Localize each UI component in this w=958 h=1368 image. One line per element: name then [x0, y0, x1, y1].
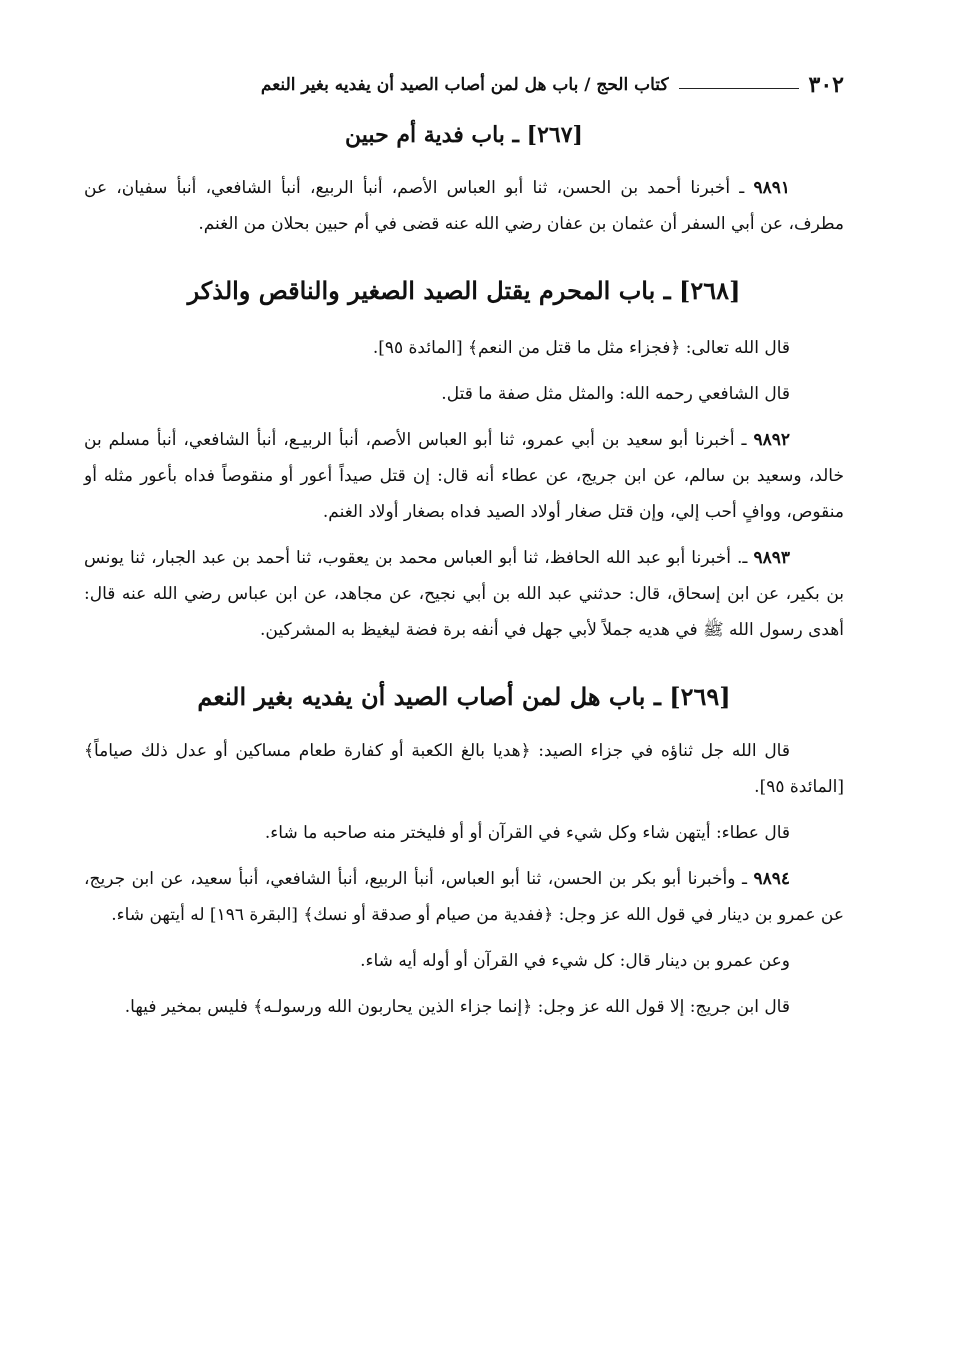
ata-statement: قال عطاء: أيتهن شاء وكل شيء في القرآن أو أو فليختر منه صاحبه ما شاء.: [264, 823, 790, 843]
hadith-9891: [84, 170, 844, 242]
hadith-text: ـ وأخبرنا أبو بكر بن الحسن، ثنا أبو العباس، أنبأ الربيع، أنبأ الشافعي، أنبأ سعيد، عن ابن جريج، عن عمرو بن دينار في قول الله عز وجل: ﴿ففدية من صيام أو صدقة أو نسك﴾ [البقرة ١٩٦] له أيتهن شاء.: [84, 869, 844, 925]
chapter-heading-269: [٢٦٩] ـ باب هل لمن أصاب الصيد أن يفديه بغير النعم: [197, 682, 731, 711]
hadith-text: ـ. أخبرنا أبو عبد الله الحافظ، ثنا أبو العباس محمد بن يعقوب، ثنا أحمد بن عبد الجبار، ثنا يونس بن بكير، عن ابن إسحاق، قال: حدثني عبد الله بن أبي نجيح، عن مجاهد، عن ابن عباس رضي الله عنه قال: أهدى رسول الله ﷺ في هديه جملاً لأبي جهل في أنفه برة فضة ليغيظ به المشركين.: [84, 548, 844, 640]
running-head: [84, 58, 844, 96]
hadith-number: ٩٨٩٣: [753, 548, 790, 568]
hadith-9893: [84, 540, 844, 648]
amr-statement: وعن عمرو بن دينار قال: كل شيء في القرآن أو أوله أيه شاء.: [360, 951, 790, 971]
running-title: كتاب الحج / باب هل لمن أصاب الصيد أن يفديه بغير النعم: [260, 75, 669, 95]
hadith-number: ٩٨٩١: [753, 178, 790, 198]
chapter-heading-267: [٢٦٧] ـ باب فدية أم حبين: [345, 122, 583, 148]
page-number: ٣٠٢: [808, 72, 844, 98]
quran-quote: قال الله جل ثناؤه في جزاء الصيد: ﴿هديا بالغ الكعبة أو كفارة طعام مساكين أو عدل ذلك صياماً﴾ [المائدة ٩٥].: [84, 741, 844, 797]
ibn-jurayj-statement: قال ابن جريج: إلا قول الله عز وجل: ﴿إنما جزاء الذين يحاربون الله ورسولـه﴾ فليس بمخير فيها.: [124, 997, 790, 1017]
hadith-9894: [84, 861, 844, 933]
hadith-text: ـ أخبرنا أحمد بن الحسن، ثنا أبو العباس الأصم، أنبأ الربيع، أنبأ الشافعي، أنبأ سفيان، عن مطرف، عن أبي السفر أن عثمان بن عفان رضي الله عنه قضى في أم حبين بحلان من الغنم.: [84, 178, 844, 234]
header-rule: [679, 88, 799, 89]
hadith-number: ٩٨٩٢: [753, 430, 790, 450]
hadith-text: ـ أخبرنا أبو سعيد بن أبي عمرو، ثنا أبو العباس الأصم، أنبأ الربيـع، أنبأ الشافعي، أنبأ مسلم بن خالد، وسعيد بن سالم، عن ابن جريج، عن عطاء أنه قال: إن قتل صيداً أعور أو منقوصاً فداه بأعور مثله أو منقوص، ووافٍ أحب إلي، وإن قتل صغار أولاد الصيد فداه بصغار أولاد الغنم.: [84, 430, 844, 522]
document-page: [84, 58, 844, 1025]
shafii-statement: قال الشافعي رحمه الله: والمثل مثل صفة ما قتل.: [441, 384, 790, 404]
hadith-9892: [84, 422, 844, 530]
quran-quote: قال الله تعالى: ﴿فجزاء مثل ما قتل من النعم﴾ [المائدة ٩٥].: [372, 338, 790, 358]
hadith-number: ٩٨٩٤: [753, 869, 790, 889]
chapter-heading-268: [٢٦٨] ـ باب المحرم يقتل الصيد الصغير والناقص والذكر: [187, 276, 741, 305]
